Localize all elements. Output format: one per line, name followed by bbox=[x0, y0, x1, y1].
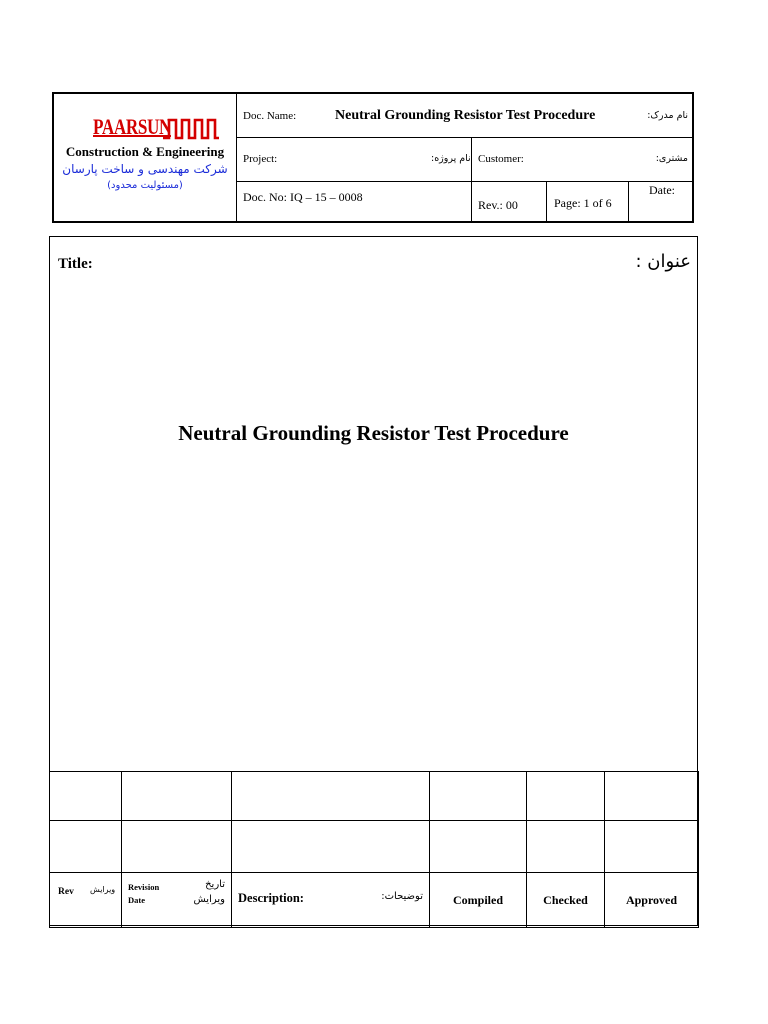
checked-label: Checked bbox=[527, 873, 605, 928]
revision-header-row bbox=[50, 873, 699, 928]
doc-name-value: Neutral Grounding Resistor Test Procedure bbox=[335, 108, 596, 123]
revision-cell bbox=[605, 772, 699, 821]
document-header bbox=[52, 92, 694, 223]
revision-date-label bbox=[128, 881, 159, 907]
revision-date-header-cell bbox=[122, 873, 232, 928]
revision-row bbox=[50, 821, 699, 873]
logo-wave-icon bbox=[163, 116, 219, 140]
company-persian-name: شرکت مهندسی و ساخت پارسان bbox=[62, 162, 228, 176]
rev-fa-label: ویرایش bbox=[90, 885, 116, 894]
revision-date-fa-line2: ویرایش bbox=[193, 894, 225, 905]
revision-date-label-line2: Date bbox=[128, 895, 145, 905]
divider bbox=[628, 182, 629, 221]
compiled-label: Compiled bbox=[430, 873, 527, 928]
title-fa-label: عنوان : bbox=[635, 251, 691, 272]
customer-label: Customer: bbox=[478, 153, 524, 165]
header-row-project bbox=[237, 138, 692, 182]
revision-cell bbox=[430, 772, 527, 821]
revision-date-fa-line1: تاریخ bbox=[205, 879, 225, 890]
revision-cell bbox=[122, 821, 232, 873]
rev-header-cell bbox=[50, 873, 122, 928]
description-label: Description: bbox=[238, 891, 304, 905]
revision-number: Rev.: 00 bbox=[478, 198, 518, 212]
revision-date-fa-label bbox=[194, 877, 225, 907]
company-logo bbox=[54, 114, 236, 140]
description-fa-label: توضیحات: bbox=[381, 891, 423, 902]
divider bbox=[546, 182, 547, 221]
revision-row bbox=[50, 772, 699, 821]
revision-cell bbox=[232, 821, 430, 873]
description-header-cell bbox=[232, 873, 430, 928]
company-logo-cell bbox=[54, 94, 237, 221]
header-row-doc-name bbox=[237, 94, 692, 138]
document-body-frame bbox=[49, 236, 698, 926]
approved-label: Approved bbox=[605, 873, 699, 928]
logo-brand-text: PAARSUN bbox=[92, 114, 171, 139]
revision-cell bbox=[50, 821, 122, 873]
header-row-doc-no bbox=[237, 182, 692, 221]
divider bbox=[471, 138, 472, 181]
revision-date-label-line1: Revision bbox=[128, 882, 160, 892]
doc-no: Doc. No: IQ – 15 – 0008 bbox=[243, 190, 363, 204]
revision-table bbox=[49, 771, 699, 928]
revision-cell bbox=[430, 821, 527, 873]
rev-label: Rev bbox=[58, 887, 74, 897]
project-fa-label: نام پروژه: bbox=[431, 153, 471, 164]
customer-fa-label: مشتری: bbox=[655, 153, 688, 164]
page-number: Page: 1 of 6 bbox=[554, 196, 612, 210]
doc-name-label: Doc. Name: bbox=[243, 110, 297, 122]
revision-cell bbox=[527, 821, 605, 873]
revision-cell bbox=[50, 772, 122, 821]
divider bbox=[471, 182, 472, 221]
project-label: Project: bbox=[243, 153, 278, 165]
revision-cell bbox=[122, 772, 232, 821]
revision-cell bbox=[605, 821, 699, 873]
company-subtitle: Construction & Engineering bbox=[65, 144, 225, 159]
doc-name-fa-label: نام مدرک: bbox=[647, 110, 688, 121]
date-label: Date: bbox=[649, 183, 675, 197]
revision-cell bbox=[527, 772, 605, 821]
company-persian-ltd: (مسئولیت محدود) bbox=[107, 180, 183, 191]
document-title: Neutral Grounding Resistor Test Procedure bbox=[178, 421, 569, 445]
title-label: Title: bbox=[58, 256, 93, 272]
revision-cell bbox=[232, 772, 430, 821]
